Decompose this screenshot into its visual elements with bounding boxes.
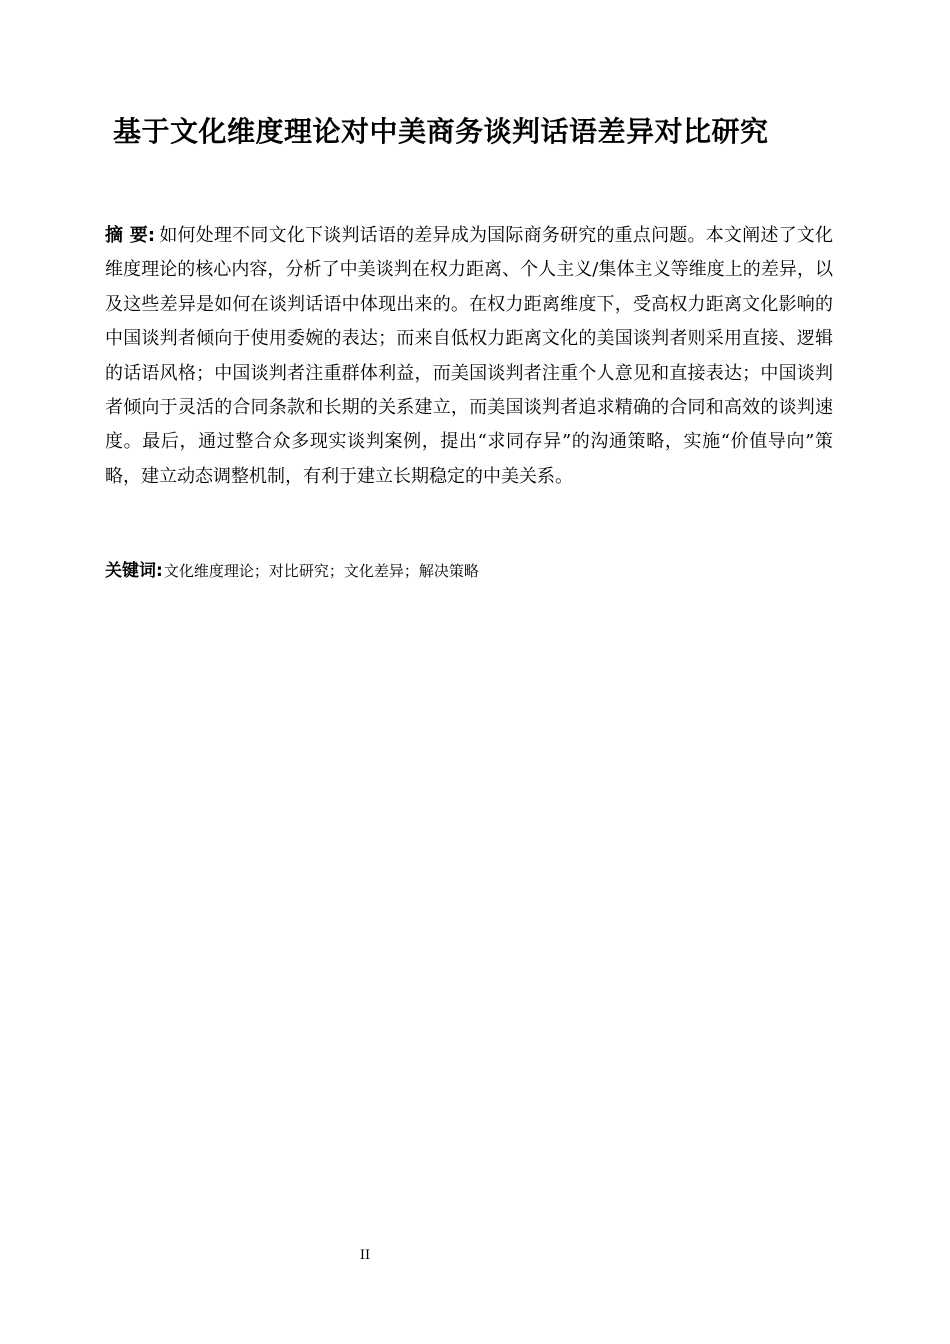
abstract-paragraph [105, 219, 833, 494]
abstract-text: 如何处理不同文化下谈判话语的差异成为国际商务研究的重点问题。本文阐述了文化维度理论的核心内容，分析了中美谈判在权力距离、个人主义/集体主义等维度上的差异，以及这些差异是如何在谈判话语中体现出来的。在权力距离维度下，受高权力距离文化影响的中国谈判者倾向于使用委婉的表达；而来自低权力距离文化的美国谈判者则采用直接、逻辑的话语风格；中国谈判者注重群体利益，而美国谈判者注重个人意见和直接表达；中国谈判者倾向于灵活的合同条款和长期的关系建立，而美国谈判者追求精确的合同和高效的谈判速度。最后，通过整合众多现实谈判案例，提出“求同存异”的沟通策略，实施“价值导向”策略，建立动态调整机制，有利于建立长期稳定的中美关系。 [105, 225, 833, 487]
abstract-label: 摘 要: [105, 225, 156, 246]
keywords-line [105, 557, 833, 585]
keywords-label: 关键词: [105, 561, 163, 581]
document-title: 基于文化维度理论对中美商务谈判话语差异对比研究 [113, 115, 769, 148]
page-number: II [359, 1248, 371, 1263]
keywords-text: 文化维度理论；对比研究；文化差异；解决策略 [163, 562, 479, 580]
